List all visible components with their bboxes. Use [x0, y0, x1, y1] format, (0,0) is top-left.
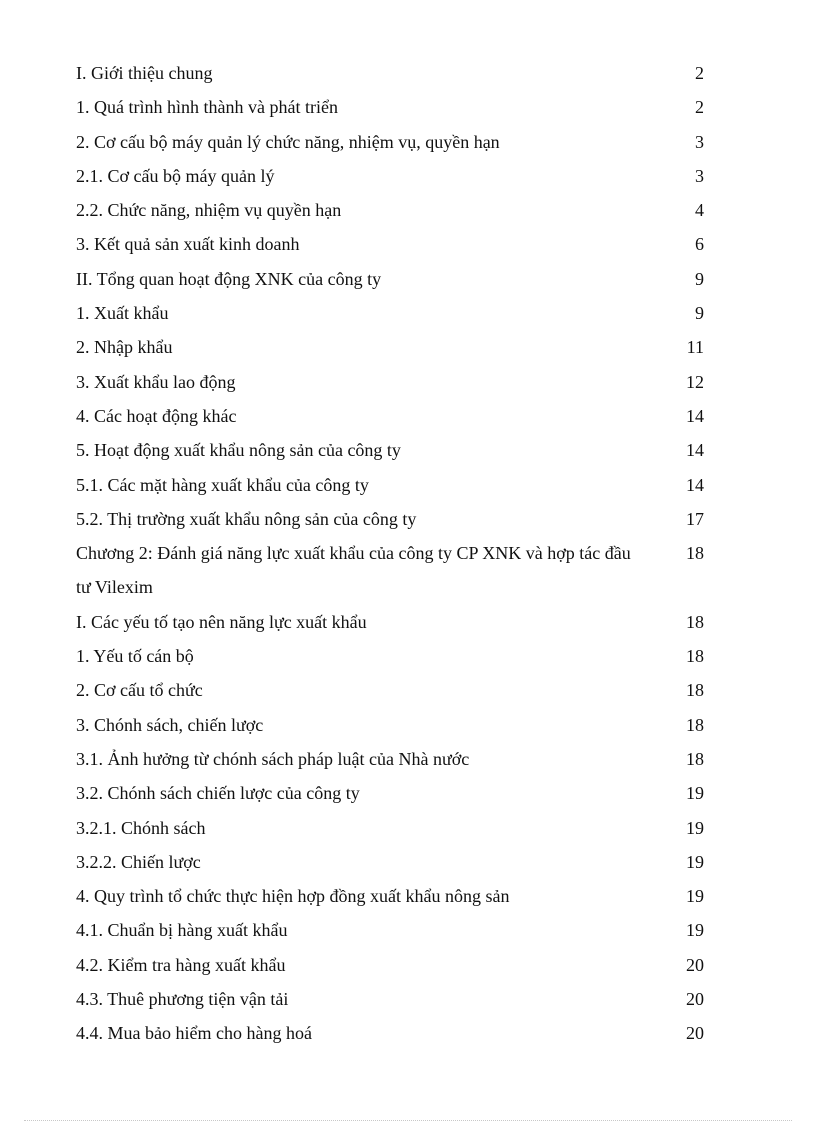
- toc-entry-page: 19: [686, 886, 704, 907]
- toc-entry-title: 2.1. Cơ cấu bộ máy quản lý: [76, 165, 275, 186]
- toc-entry-page: 19: [686, 817, 704, 838]
- toc-entry-title: 5.1. Các mặt hàng xuất khẩu của công ty: [76, 474, 369, 495]
- toc-entry-title: II. Tổng quan hoạt động XNK của công ty: [76, 268, 382, 289]
- toc-entry-title: 2. Cơ cấu bộ máy quản lý chức năng, nhiệm vụ, quyền hạn: [76, 131, 500, 152]
- toc-entry-title: 3.2.2. Chiến lược: [76, 851, 201, 872]
- toc-entry-chapter: [76, 536, 726, 605]
- toc-entry: [76, 159, 726, 193]
- toc-entry: [76, 1016, 726, 1050]
- toc-entry-page: 18: [686, 543, 704, 564]
- toc-entry-title: I. Các yếu tố tạo nên năng lực xuất khẩu: [76, 611, 367, 632]
- toc-entry-page: 20: [686, 989, 704, 1010]
- toc-entry-title: 4.4. Mua bảo hiểm cho hàng hoá: [76, 1023, 312, 1044]
- toc-entry: [76, 433, 726, 467]
- toc-entry: [76, 948, 726, 982]
- toc-entry: [76, 399, 726, 433]
- toc-entry-page: 18: [686, 748, 704, 769]
- toc-entry: [76, 262, 726, 296]
- toc-entry-page: 18: [686, 714, 704, 735]
- toc-entry-title: 1. Quá trình hình thành và phát triển: [76, 97, 338, 118]
- page-bottom-divider: [24, 1120, 792, 1121]
- toc-entry: [76, 811, 726, 845]
- toc-entry-title: 3. Xuất khẩu lao động: [76, 371, 236, 392]
- toc-entry-page: 17: [686, 508, 704, 529]
- toc-entry: [76, 639, 726, 673]
- toc-entry-title: 3.2.1. Chónh sách: [76, 817, 206, 838]
- toc-entry-page: 11: [686, 337, 704, 358]
- toc-entry: [76, 742, 726, 776]
- toc-entry-page: 14: [686, 474, 704, 495]
- toc-entry-title: 4. Các hoạt động khác: [76, 405, 237, 426]
- toc-entry-title: 3.2. Chónh sách chiến lược của công ty: [76, 783, 360, 804]
- toc-entry: [76, 879, 726, 913]
- toc-entry-page: 6: [695, 234, 704, 255]
- toc-entry-title: 3. Kết quả sản xuất kinh doanh: [76, 234, 300, 255]
- toc-entry-page: 14: [686, 405, 704, 426]
- toc-entry-page: 20: [686, 1023, 704, 1044]
- toc-entry-title: 4.3. Thuê phương tiện vận tải: [76, 989, 289, 1010]
- toc-entry-title: 2.2. Chức năng, nhiệm vụ quyền hạn: [76, 200, 342, 221]
- toc-entry: [76, 502, 726, 536]
- toc-entry-title: 5.2. Thị trường xuất khẩu nông sản của công ty: [76, 508, 417, 529]
- toc-entry: [76, 845, 726, 879]
- toc-entry-title: 5. Hoạt động xuất khẩu nông sản của công ty: [76, 440, 401, 461]
- toc-entry-title: I. Giới thiệu chung: [76, 63, 213, 83]
- toc-entry: [76, 913, 726, 947]
- toc-entry-page: 18: [686, 646, 704, 667]
- toc-entry-title: 1. Xuất khẩu: [76, 303, 169, 324]
- toc-entry-page: 12: [686, 371, 704, 392]
- toc-entry: [76, 776, 726, 810]
- toc-entry: [76, 673, 726, 707]
- toc-entry-page: 9: [695, 303, 704, 324]
- toc-entry-page: 2: [695, 97, 704, 118]
- toc-entry: [76, 605, 726, 639]
- toc-entry-page: 3: [695, 131, 704, 152]
- toc-entry-title: Chương 2: Đánh giá năng lực xuất khẩu của công ty CP XNK và hợp tác đầu tư Vilexim: [76, 543, 631, 598]
- toc-entry-page: 18: [686, 680, 704, 701]
- toc-entry-page: 19: [686, 920, 704, 941]
- toc-entry: [76, 330, 726, 364]
- toc-entry: [76, 708, 726, 742]
- toc-entry: [76, 365, 726, 399]
- toc-entry-title: 1. Yếu tố cán bộ: [76, 646, 194, 667]
- toc-entry-page: 18: [686, 611, 704, 632]
- toc-entry: [76, 125, 726, 159]
- toc-entry-page: 14: [686, 440, 704, 461]
- toc-entry: [76, 193, 726, 227]
- toc-entry-title: 2. Nhập khẩu: [76, 337, 173, 358]
- toc-entry-page: 9: [695, 268, 704, 289]
- toc-entry: [76, 982, 726, 1016]
- toc-entry: [76, 56, 726, 90]
- table-of-contents: [76, 56, 726, 1051]
- toc-entry-title: 2. Cơ cấu tổ chức: [76, 680, 203, 701]
- toc-entry-title: 4.1. Chuẩn bị hàng xuất khẩu: [76, 920, 288, 941]
- toc-entry-title: 3. Chónh sách, chiến lược: [76, 714, 264, 735]
- toc-entry-page: 20: [686, 954, 704, 975]
- toc-entry-title: 4. Quy trình tổ chức thực hiện hợp đồng xuất khẩu nông sản: [76, 886, 510, 907]
- toc-entry-page: 19: [686, 783, 704, 804]
- toc-entry-page: 4: [695, 200, 704, 221]
- toc-entry: [76, 296, 726, 330]
- toc-entry-page: 3: [695, 165, 704, 186]
- toc-entry: [76, 227, 726, 261]
- toc-entry-page: 19: [686, 851, 704, 872]
- toc-entry-page: 2: [695, 63, 704, 83]
- toc-entry-title: 3.1. Ảnh hưởng từ chónh sách pháp luật của Nhà nước: [76, 748, 470, 769]
- toc-entry: [76, 90, 726, 124]
- toc-entry: [76, 468, 726, 502]
- toc-entry-title: 4.2. Kiểm tra hàng xuất khẩu: [76, 954, 286, 975]
